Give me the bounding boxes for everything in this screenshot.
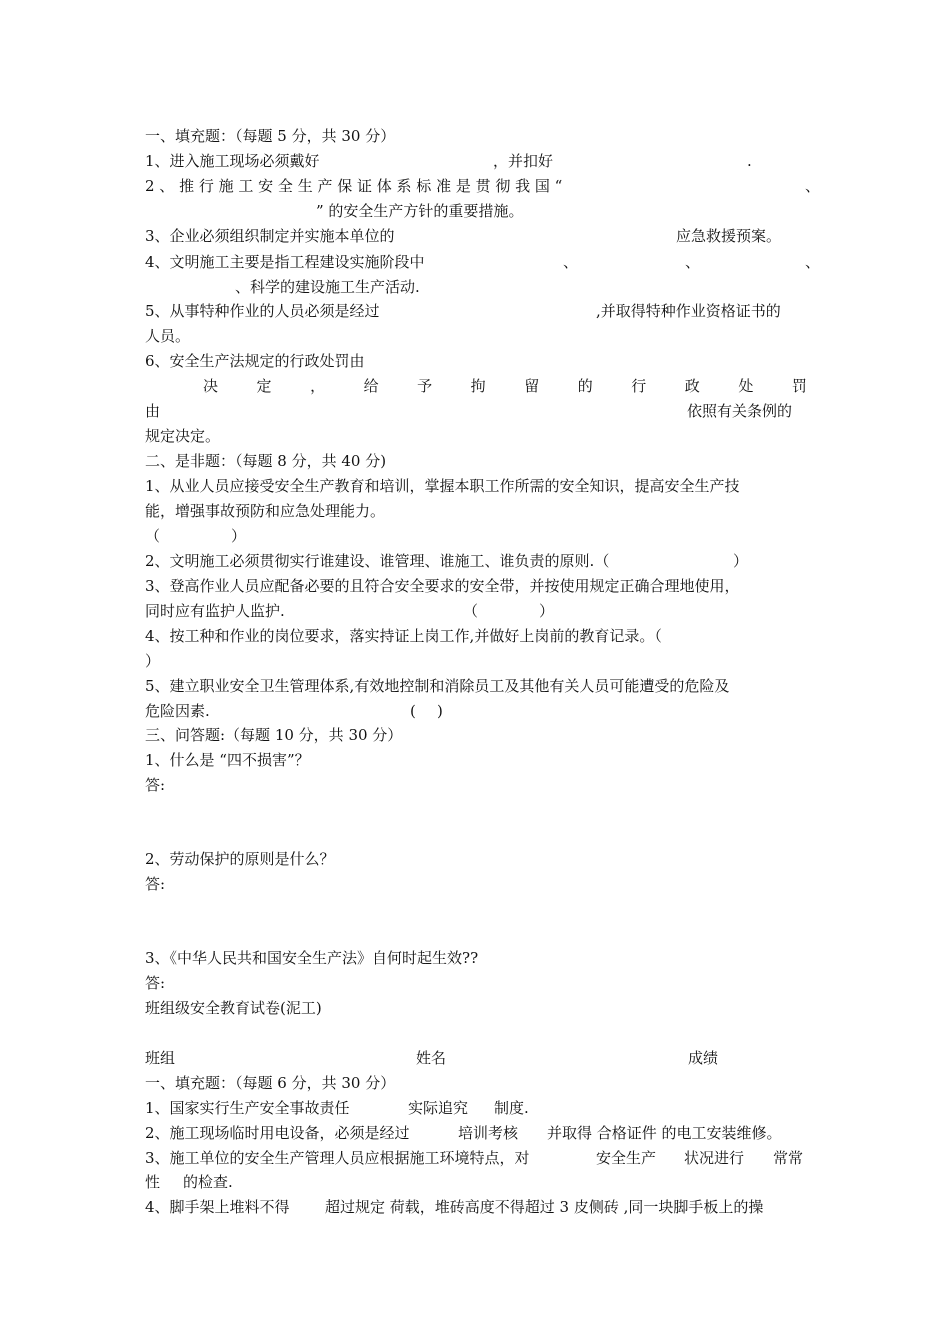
sec2-q3-text2: 同时应有监护人监护. (145, 602, 285, 620)
answer-paren-open: （ (145, 527, 161, 545)
sec3-q1: 1、什么是 “四不损害”？ (145, 751, 310, 769)
sec1-q3-text2: 应急救援预案。 (676, 227, 782, 245)
paper2-section-1-title: 一、填充题：（每题 6 分，共 30 分） (145, 1074, 396, 1092)
paper2-q2-text2: 并取得 合格证件 的电工安装维修。 (547, 1124, 782, 1142)
answer-paren-close: ） (539, 602, 555, 620)
sec3-q3-answer: 答: (145, 974, 166, 992)
answer-paren-open: ( (410, 702, 416, 720)
sec1-q2-text: 2 、 推 行 施 工 安 全 生 产 保 证 体 系 标 准 是 贯 彻 我 国 “ (145, 177, 563, 195)
sec2-q2-text: 2、文明施工必须贯彻实行谁建设、谁管理、谁施工、谁负责的原则.（ (145, 552, 610, 570)
sec2-q3: 3、登高作业人员应配备必要的且符合安全要求的安全带，并按使用规定正确合理地使用， (145, 577, 740, 595)
sec1-q5-text: 5、从事特种作业的人员必须是经过 (145, 302, 380, 320)
sec2-q5: 5、建立职业安全卫生管理体系,有效地控制和消除员工及其他有关人员可能遭受的危险及 (145, 677, 730, 695)
q6-char: 罚 (791, 377, 807, 395)
sec1-q3-text: 3、企业必须组织制定并实施本单位的 (145, 227, 395, 245)
q6-char: 定 (256, 377, 272, 395)
sec2-q4-cont: ） (145, 652, 161, 670)
sec1-q6-cont2: 规定决定。 (145, 427, 221, 445)
sec1-q6-spaced-line (203, 374, 807, 398)
q6-char: 行 (631, 377, 647, 395)
paper2-q3-answer2: 常常 (773, 1149, 804, 1167)
q6-char: 予 (417, 377, 433, 395)
q6-char: 拘 (470, 377, 486, 395)
sec3-q1-answer: 答: (145, 776, 166, 794)
paper2-q3-text4: 的检查. (183, 1173, 233, 1191)
paper2-q4-text: 4、脚手架上堆料不得 (145, 1198, 290, 1216)
section-2-title: 二、是非题：（每题 8 分，共 40 分) (145, 452, 387, 470)
sec1-q6-text2: 由 (145, 402, 161, 420)
paper2-q3-text3: 性 (145, 1173, 161, 1191)
sec1-q4-text: 4、文明施工主要是指工程建设实施阶段中 (145, 253, 425, 271)
section-3-title: 三、问答题:（每题 10 分，共 30 分） (145, 726, 403, 744)
paper2-q1-text2: 制度. (494, 1099, 529, 1117)
sec3-q2: 2、劳动保护的原则是什么？ (145, 850, 335, 868)
paper2-title: 班组级安全教育试卷(泥工) (145, 999, 322, 1017)
paper2-q2-text: 2、施工现场临时用电设备，必须是经过 (145, 1124, 410, 1142)
q6-char: ， (310, 377, 326, 395)
q6-char: 给 (363, 377, 379, 395)
score-label: 成绩 (688, 1049, 719, 1067)
sec1-q6: 6、安全生产法规定的行政处罚由 (145, 352, 365, 370)
sec2-q4: 4、按工种和作业的岗位要求，落实持证上岗工作,并做好上岗前的教育记录。（ (145, 627, 662, 645)
name-label: 姓名 (416, 1049, 447, 1067)
answer-paren-close: ) (437, 702, 443, 720)
sec1-q1-text2: ，并扣好 (493, 152, 554, 170)
answer-paren-open: （ (463, 602, 479, 620)
paper2-q3-text: 3、施工单位的安全生产管理人员应根据施工环境特点，对 (145, 1149, 530, 1167)
q6-char: 留 (524, 377, 540, 395)
sec2-q5-text2: 危险因素. (145, 702, 210, 720)
sec1-q4-sep1: 、 (563, 253, 579, 271)
sec1-q2-text2: ” 的安全生产方针的重要措施。 (316, 202, 524, 220)
sec1-q5-cont: 人员。 (145, 327, 191, 345)
section-1-title: 一、填充题：（每题 5 分，共 30 分） (145, 127, 396, 145)
paper2-q1-text: 1、国家实行生产安全事故责任 (145, 1099, 350, 1117)
sec1-q2-sep: 、 (805, 177, 821, 195)
sec1-q4-sep2: 、 (685, 253, 701, 271)
sec1-q4-sep3: 、 (805, 253, 821, 271)
q6-char: 决 (203, 377, 219, 395)
paper2-q2-answer: 培训考核 (458, 1124, 519, 1142)
answer-paren-close: ） (733, 552, 749, 570)
sec2-q1-cont: 能，增强事故预防和应急处理能力。 (145, 502, 386, 520)
paper2-q1-answer: 实际追究 (408, 1099, 469, 1117)
answer-paren-close: ） (231, 527, 247, 545)
sec3-q2-answer: 答: (145, 875, 166, 893)
sec1-q1-text: 1、进入施工现场必须戴好 (145, 152, 320, 170)
paper2-q3-answer: 安全生产 (596, 1149, 657, 1167)
class-label: 班组 (145, 1049, 176, 1067)
sec1-q4-text2: 、科学的建设施工生产活动. (235, 278, 420, 296)
sec3-q3: 3、《中华人民共和国安全生产法》自何时起生效?? (145, 949, 479, 967)
sec1-q6-text3: 依照有关条例的 (687, 402, 793, 420)
q6-char: 的 (577, 377, 593, 395)
paper2-q3-text2: 状况进行 (684, 1149, 745, 1167)
sec1-q1-end: . (747, 152, 752, 170)
sec1-q5-text2: ,并取得特种作业资格证书的 (596, 302, 781, 320)
q6-char: 处 (738, 377, 754, 395)
paper2-q4-text2: 超过规定 荷载，堆砖高度不得超过 3 皮侧砖 ,同一块脚手板上的操 (325, 1198, 764, 1216)
q6-char: 政 (684, 377, 700, 395)
sec2-q1: 1、从业人员应接受安全生产教育和培训，掌握本职工作所需的安全知识，提高安全生产技 (145, 477, 740, 495)
